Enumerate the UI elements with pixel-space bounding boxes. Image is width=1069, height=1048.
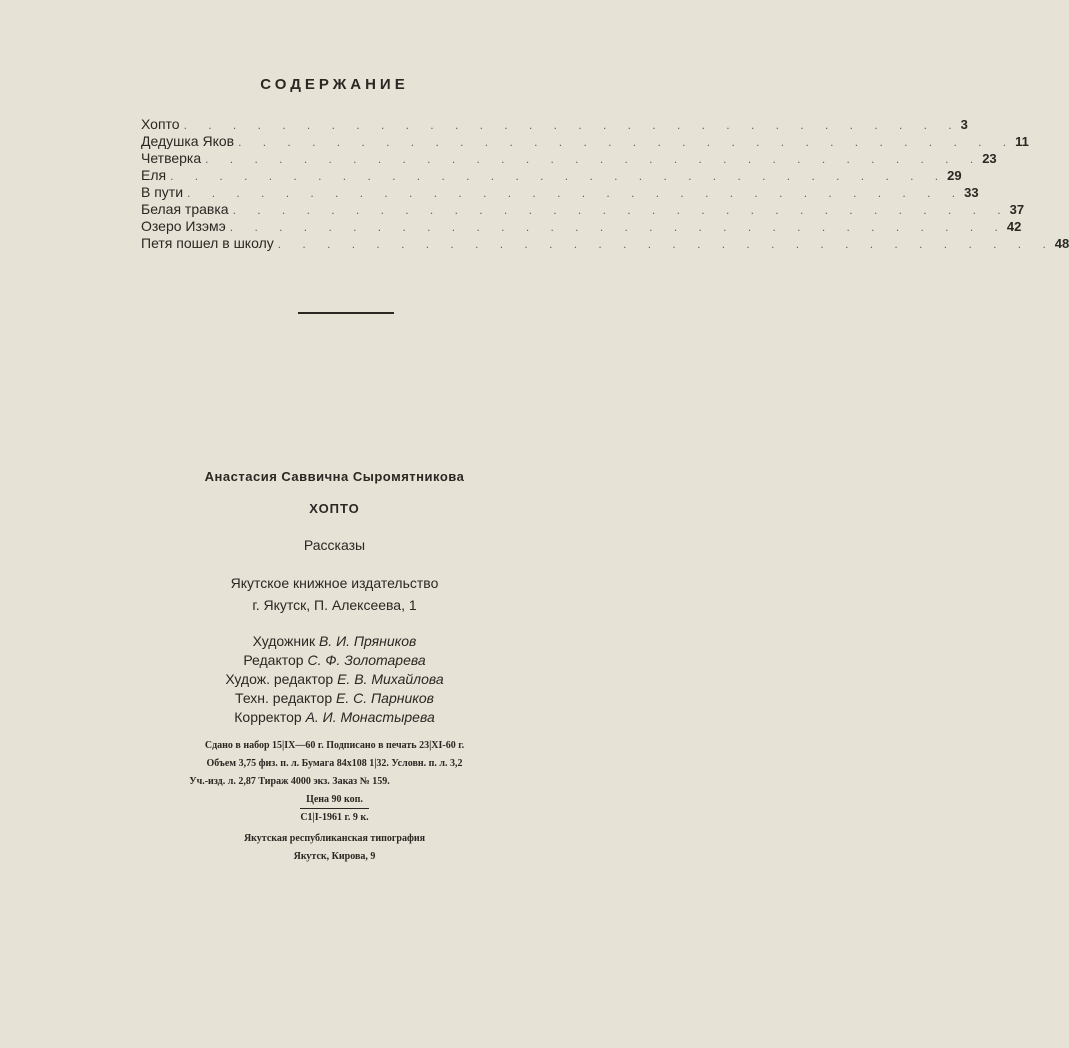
credit-role: Худож. редактор (225, 671, 334, 687)
toc-entry-title: В пути (141, 184, 184, 200)
toc-leader: . . . . . . . . . . . . . . . . . . . . . . . . . . . . . . . . (277, 237, 1055, 251)
credit-line (0, 651, 669, 670)
toc-leader: . . . . . . . . . . . . . . . . . . . . . . . . . . . . . . . . (229, 220, 1007, 234)
toc-entry (141, 133, 1029, 150)
toc-entry (141, 167, 962, 184)
toc-leader: . . . . . . . . . . . . . . . . . . . . . . . . . . . . . . . . (205, 152, 983, 166)
imprint-line: Сдано в набор 15|IX—60 г. Подписано в печать 23|XI-60 г. (204, 740, 465, 751)
imprint-line: Объем 3,75 физ. п. л. Бумага 84х108 1|32. Условн. п. л. 3,2 (206, 758, 463, 769)
toc-entry (141, 201, 1025, 218)
imprint-block (0, 737, 669, 827)
book-title: ХОПТО (309, 501, 360, 516)
toc-entry-title: Озеро Изэмэ (141, 218, 226, 234)
toc-entry (141, 184, 979, 201)
toc-entry-page: 29 (947, 168, 962, 183)
credit-person: А. И. Монастырева (305, 709, 435, 725)
toc-leader: . . . . . . . . . . . . . . . . . . . . . . . . . . . . . . . . (238, 135, 1016, 149)
toc-entry-title: Белая травка (141, 201, 229, 217)
credit-line (0, 632, 669, 651)
toc-entry-title: Хопто (141, 116, 180, 132)
credit-role: Техн. редактор (235, 690, 333, 706)
credit-person: Е. С. Парников (336, 690, 434, 706)
toc-entry-page: 11 (1015, 134, 1029, 149)
publisher-block (0, 572, 669, 616)
publisher-address: г. Якутск, П. Алексеева, 1 (252, 597, 417, 613)
table-of-contents (141, 116, 1069, 252)
toc-entry-page: 37 (1009, 202, 1025, 217)
toc-entry (141, 235, 1069, 252)
catalog-code: С1|I-1961 г. 9 к. (300, 812, 369, 823)
author-name: Анастасия Саввична Сыромятникова (204, 469, 465, 484)
toc-leader: . . . . . . . . . . . . . . . . . . . . . . . . . . . . . . . . (187, 186, 965, 200)
toc-entry-page: 48 (1054, 236, 1069, 251)
toc-entry-page: 3 (960, 117, 968, 132)
toc-entry-page: 42 (1006, 219, 1022, 234)
toc-entry-page: 23 (982, 151, 997, 166)
credit-line (0, 708, 669, 727)
toc-entry-title: Дедушка Яков (141, 133, 235, 149)
toc-leader: . . . . . . . . . . . . . . . . . . . . . . . . . . . . . . . . (232, 203, 1010, 217)
toc-heading: СОДЕРЖАНИЕ (260, 76, 409, 93)
publisher-name: Якутское книжное издательство (230, 575, 439, 591)
toc-entry-page: 33 (964, 185, 979, 200)
toc-entry (141, 116, 968, 133)
credit-line (0, 689, 669, 708)
toc-entry (141, 218, 1022, 235)
toc-entry-title: Петя пошел в школу (141, 235, 274, 251)
credits-block (0, 632, 669, 727)
book-genre: Рассказы (303, 537, 366, 553)
price: Цена 90 коп. (300, 792, 369, 809)
toc-entry-title: Четверка (141, 150, 202, 166)
credit-line (0, 670, 669, 689)
printer-block (0, 830, 669, 866)
section-divider (298, 312, 394, 314)
printer-name: Якутская республиканская типография (243, 833, 426, 844)
toc-entry-title: Еля (141, 167, 167, 183)
toc-leader: . . . . . . . . . . . . . . . . . . . . . . . . . . . . . . . . (170, 169, 948, 183)
credit-person: В. И. Пряников (318, 633, 417, 649)
printer-address: Якутск, Кирова, 9 (293, 851, 376, 862)
credit-role: Редактор (243, 652, 304, 668)
imprint-line: Уч.-изд. л. 2,87 Тираж 4000 экз. Заказ № 159. (189, 776, 390, 787)
credit-person: Е. В. Михайлова (337, 671, 444, 687)
credit-role: Корректор (234, 709, 302, 725)
credit-role: Художник (252, 633, 316, 649)
credit-person: С. Ф. Золотарева (307, 652, 426, 668)
toc-leader: . . . . . . . . . . . . . . . . . . . . . . . . . . . . . . . . (183, 118, 961, 132)
toc-entry (141, 150, 997, 167)
